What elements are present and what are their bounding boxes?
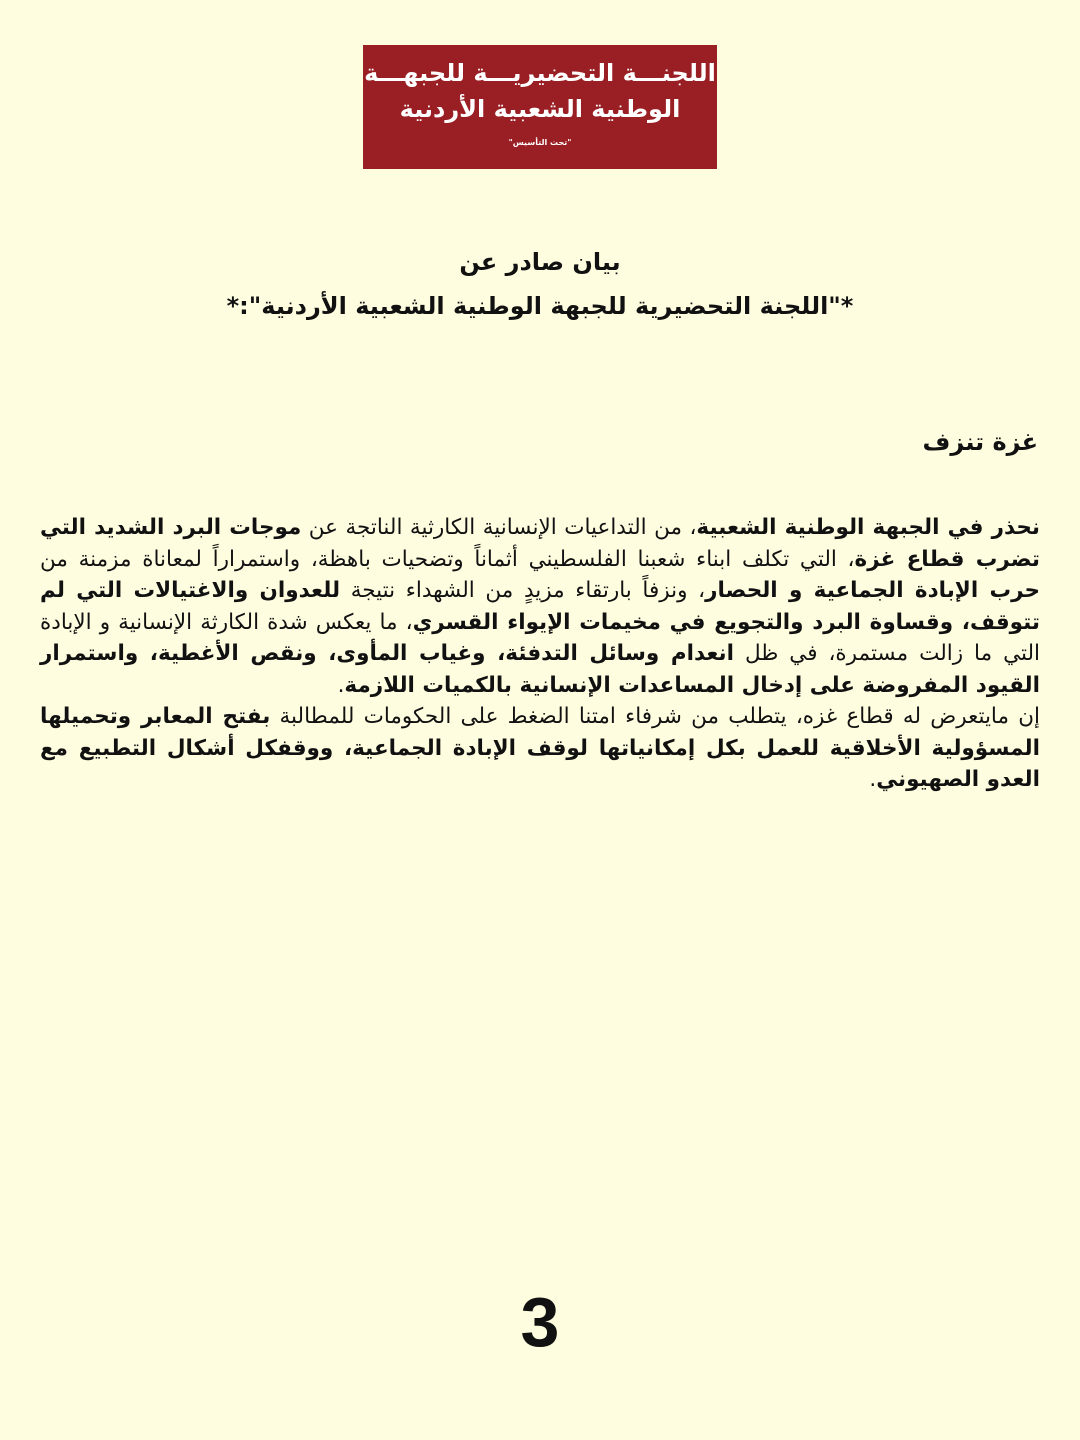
text-segment: . — [869, 767, 877, 792]
logo-line-2: الوطنية الشعبية الأردنية — [399, 95, 681, 123]
text-segment: للعدوان والاغتيالات التي لم تتوقف، وقساوة البرد والتجويع في مخيمات الإيواء القسري — [40, 578, 1040, 635]
text-segment: بفتح المعابر وتحميلها المسؤولية الأخلاقية للعمل بكل إمكانياتها لوقف الإبادة الجماعية، ووقفكل أشكال التطبيع مع العدو الصهيوني — [40, 704, 1040, 792]
text-segment: ، من التداعيات الإنسانية الكارثية الناتجة عن — [301, 515, 697, 540]
text-segment: موجات البرد الشديد التي تضرب قطاع غزة — [40, 515, 1040, 572]
statement-header — [60, 240, 1020, 328]
page-number: 3 — [520, 1283, 560, 1361]
statement-title: غزة تنزف — [922, 428, 1038, 456]
header-line-1: بيان صادر عن — [459, 248, 621, 276]
text-segment: حرب الإبادة الجماعية و الحصار — [705, 578, 1040, 603]
text-segment: انعدام وسائل التدفئة، وغياب المأوى، ونقص الأغطية، واستمرار القيود المفروضة على إدخال المساعدات الإنسانية بالكميات اللازمة — [40, 641, 1040, 698]
text-segment: إن مايتعرض له قطاع غزه، يتطلب من شرفاء امتنا الضغط على الحكومات للمطالبة — [270, 704, 1040, 729]
text-segment: نحذر في الجبهة الوطنية الشعبية — [696, 515, 1040, 540]
statement-body — [40, 512, 1040, 796]
paragraph-1 — [40, 512, 1040, 701]
text-segment: ، ونزفاً بارتقاء مزيدٍ من الشهداء نتيجة — [340, 578, 706, 603]
paragraph-2 — [40, 701, 1040, 796]
logo-subtitle: "تحت التأسيس" — [508, 138, 572, 147]
text-segment: . — [337, 672, 345, 698]
logo-line-1: اللجنـــة التحضيريـــة للجبهـــة — [364, 59, 716, 87]
committee-logo — [363, 45, 717, 169]
header-line-2: *"اللجنة التحضيرية للجبهة الوطنية الشعبية الأردنية":* — [226, 292, 854, 320]
text-segment: ، التي تكلف ابناء شعبنا الفلسطيني أثماناً وتضحيات باهظة، واستمراراً لمعاناة مزمنة من — [40, 546, 855, 572]
text-segment: ، ما يعكس شدة الكارثة الإنسانية و الإبادة التي ما زالت مستمرة، في ظل — [40, 609, 1041, 666]
